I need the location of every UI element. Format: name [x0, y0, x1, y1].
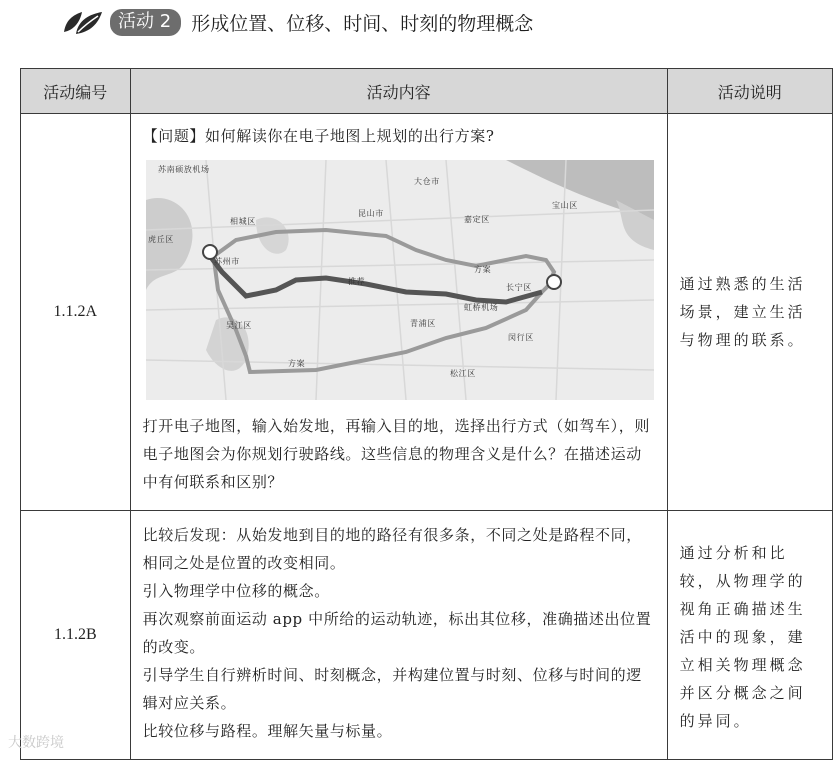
header-activity-content: 活动内容	[130, 69, 667, 114]
content-line-5: 比较位移与路程。理解矢量与标量。	[142, 722, 393, 740]
map-label-minhang: 闵行区	[507, 333, 534, 342]
header-activity-note: 活动说明	[667, 69, 832, 114]
map-label-plan2: 方案	[473, 265, 491, 274]
table-header-row	[21, 69, 833, 114]
map-label-airport: 虹桥机场	[463, 303, 499, 312]
activity-content-a	[130, 114, 667, 511]
activity-code-a: 1.1.2A	[21, 114, 131, 511]
map-label-huqiu: 虎丘区	[147, 235, 174, 244]
table-row-b	[21, 511, 833, 760]
content-line-4: 引导学生自行辨析时间、时刻概念，并构建位置与时刻、位移与时间的逻辑对应关系。	[142, 666, 642, 712]
map-label-changning: 长宁区	[505, 283, 532, 292]
map-label-kunshan: 昆山市	[357, 209, 384, 218]
activity-table	[20, 68, 833, 760]
activity-description: 打开电子地图，输入始发地，再输入目的地，选择出行方式（如驾车），则电子地图会为你规划行驶路线。这些信息的物理含义是什么？在描述运动中有何联系和区别？	[142, 417, 650, 491]
activity-note-a	[667, 114, 832, 511]
route-map-image	[146, 160, 654, 400]
content-line-1: 比较后发现：从始发地到目的地的路径有很多条，不同之处是路程不同，相同之处是位置的改变相同。	[142, 526, 642, 572]
content-line-2: 引入物理学中位移的概念。	[142, 582, 330, 600]
map-label-taicang: 大仓市	[413, 177, 440, 186]
map-label-jiading: 嘉定区	[463, 215, 490, 224]
activity-content-b	[130, 511, 667, 760]
activity-note-b	[667, 511, 832, 760]
activity-title: 形成位置、位移、时间、时刻的物理概念	[191, 12, 534, 35]
map-label-qingpu: 青浦区	[409, 319, 436, 328]
table-row-a	[21, 114, 833, 511]
header-activity-code: 活动编号	[21, 69, 131, 114]
map-label-suzhou: 苏州市	[213, 257, 240, 266]
map-label-songjiang: 松江区	[449, 369, 476, 378]
map-label-airport-top: 苏南硕放机场	[157, 165, 210, 174]
activity-code-b: 1.1.2B	[21, 511, 131, 760]
note-text-b: 通过分析和比较，从物理学的视角正确描述生活中的现象，建立相关物理概念并区分概念之间的异同。	[679, 544, 806, 730]
map-label-plan1: 推荐	[347, 277, 365, 286]
map-label-baoshan: 宝山区	[551, 201, 578, 210]
content-line-3: 再次观察前面运动 app 中所给的运动轨迹，标出其位移，准确描述出位置的改变。	[142, 610, 652, 656]
map-label-xiangcheng: 相城区	[229, 217, 256, 226]
map-label-wujiang: 吴江区	[225, 321, 252, 330]
leaf-icon	[62, 8, 106, 36]
note-text-a: 通过熟悉的生活场景，建立生活与物理的联系。	[679, 275, 806, 349]
watermark-text: 大数跨境	[8, 735, 64, 751]
map-label-plan3: 方案	[287, 359, 305, 368]
activity-badge: 活动 2	[110, 9, 181, 36]
activity-heading	[62, 6, 533, 38]
question-text: 【问题】如何解读你在电子地图上规划的出行方案?	[142, 127, 495, 145]
